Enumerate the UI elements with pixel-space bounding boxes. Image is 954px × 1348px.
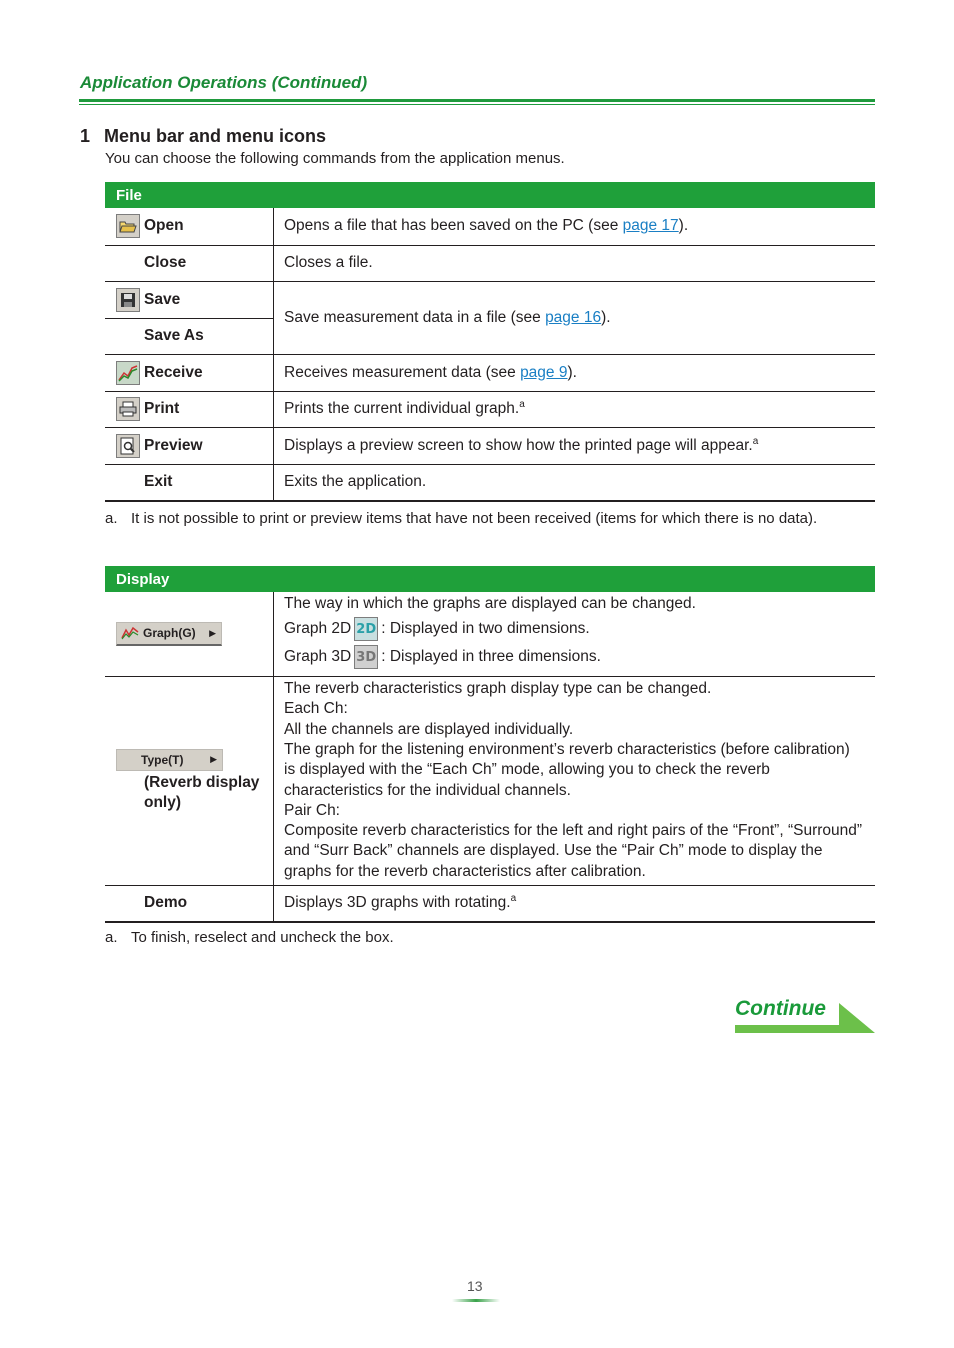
graph-menu-label: Graph(G) — [143, 626, 196, 641]
printer-icon — [116, 397, 140, 421]
desc-receive: Receives measurement data (see page 9). — [274, 354, 876, 391]
cmd-receive: Receive — [144, 363, 203, 381]
cmd-print: Print — [144, 400, 180, 417]
desc-preview: Displays a preview screen to show how the printed page will appear.$^a$ — [274, 427, 876, 464]
table-row — [105, 676, 875, 885]
footnote-label: a. — [105, 929, 118, 946]
table-row — [105, 391, 875, 427]
cmd-save: Save — [144, 290, 181, 308]
desc-save: Save measurement data in a file (see page 16). — [274, 281, 876, 354]
page-9-link[interactable]: page 9 — [520, 363, 568, 381]
cmd-save-as: Save As — [144, 327, 204, 344]
continue-label: Continue — [735, 997, 826, 1020]
print-preview-icon — [116, 434, 140, 458]
table-row — [105, 281, 875, 318]
submenu-arrow-icon: ▶ — [210, 754, 217, 764]
section-title-text: Menu bar and menu icons — [104, 126, 327, 146]
type-menu-button[interactable] — [116, 749, 223, 771]
receive-graph-icon — [116, 361, 140, 385]
type-menu-label: Type(T) — [141, 752, 184, 767]
display-table-header: Display — [105, 566, 875, 592]
type-menu-note: (Reverb display only) — [144, 773, 260, 811]
graph-icon — [121, 626, 139, 640]
section-intro: You can choose the following commands from the application menus. — [105, 150, 565, 167]
page-16-link[interactable]: page 16 — [545, 308, 602, 326]
desc-close: Closes a file. — [274, 245, 876, 281]
display-footnote — [105, 928, 875, 948]
section-number: 1 — [80, 126, 91, 146]
cmd-open: Open — [144, 217, 184, 235]
cmd-preview: Preview — [144, 436, 203, 454]
graph-2d-icon[interactable]: 2D — [354, 617, 378, 641]
graph-menu-button[interactable] — [116, 622, 222, 646]
footnote-marker: a — [510, 893, 517, 905]
file-footnote — [105, 509, 875, 529]
cmd-close: Close — [144, 254, 187, 271]
display-menu-table — [105, 566, 875, 923]
table-row — [105, 427, 875, 464]
table-row — [105, 245, 875, 281]
page-17-link[interactable]: page 17 — [622, 217, 679, 235]
submenu-arrow-icon: ▶ — [209, 627, 216, 638]
open-folder-icon — [116, 214, 140, 238]
file-table-header: File — [105, 182, 875, 208]
page-number-underline — [452, 1299, 500, 1303]
graph-desc: The way in which the graphs are displayed can be changed. — [284, 595, 696, 613]
section-title — [80, 126, 326, 147]
graph-3d-line: Graph 3D 3D : Displayed in three dimensions. — [284, 642, 865, 671]
desc-open: Opens a file that has been saved on the PC (see page 17). — [274, 208, 876, 245]
table-row — [105, 885, 875, 922]
table-row — [105, 464, 875, 501]
page-number: 13 — [467, 1278, 483, 1294]
header-rule-thin — [79, 104, 875, 105]
desc-demo: Displays 3D graphs with rotating.$^a$ — [274, 885, 876, 922]
type-desc: The reverb characteristics graph display type can be changed. Each Ch: All the channels are displayed individually. The graph for the listening environment’s reverb characteristics (before calibration) is displayed with the “Each Ch” mode, allowing you to check the reverb characteristics for the individual channels. Pair Ch: Composite reverb characteristics for the left and right pairs of the “Front”, “Surround” and “Surr Back” channels are displayed. Use the “Pair Ch” mode to display the graphs for the reverb characteristics after calibration. — [274, 676, 876, 885]
footnote-marker: a — [519, 398, 525, 410]
continue-arrow-icon — [735, 1003, 876, 1034]
file-menu-table — [105, 182, 875, 502]
cmd-exit: Exit — [144, 473, 173, 491]
table-row — [105, 592, 875, 676]
footnote-label: a. — [105, 510, 118, 527]
desc-print: Prints the current individual graph.$^a$ — [274, 391, 876, 427]
running-head: Application Operations (Continued) — [80, 73, 368, 92]
table-row — [105, 354, 875, 391]
desc-exit: Exits the application. — [274, 464, 876, 501]
footnote-marker: a — [752, 435, 759, 447]
table-row — [105, 208, 875, 245]
cmd-demo: Demo — [144, 894, 188, 912]
floppy-disk-icon — [116, 288, 140, 312]
footnote-text: It is not possible to print or preview items that have not been received (items for which there is no data). — [131, 510, 818, 527]
footnote-text: To finish, reselect and uncheck the box. — [131, 929, 394, 946]
graph-3d-icon[interactable]: 3D — [354, 645, 378, 669]
header-rule — [79, 99, 875, 102]
graph-2d-line: Graph 2D 2D : Displayed in two dimensions. — [284, 614, 865, 643]
